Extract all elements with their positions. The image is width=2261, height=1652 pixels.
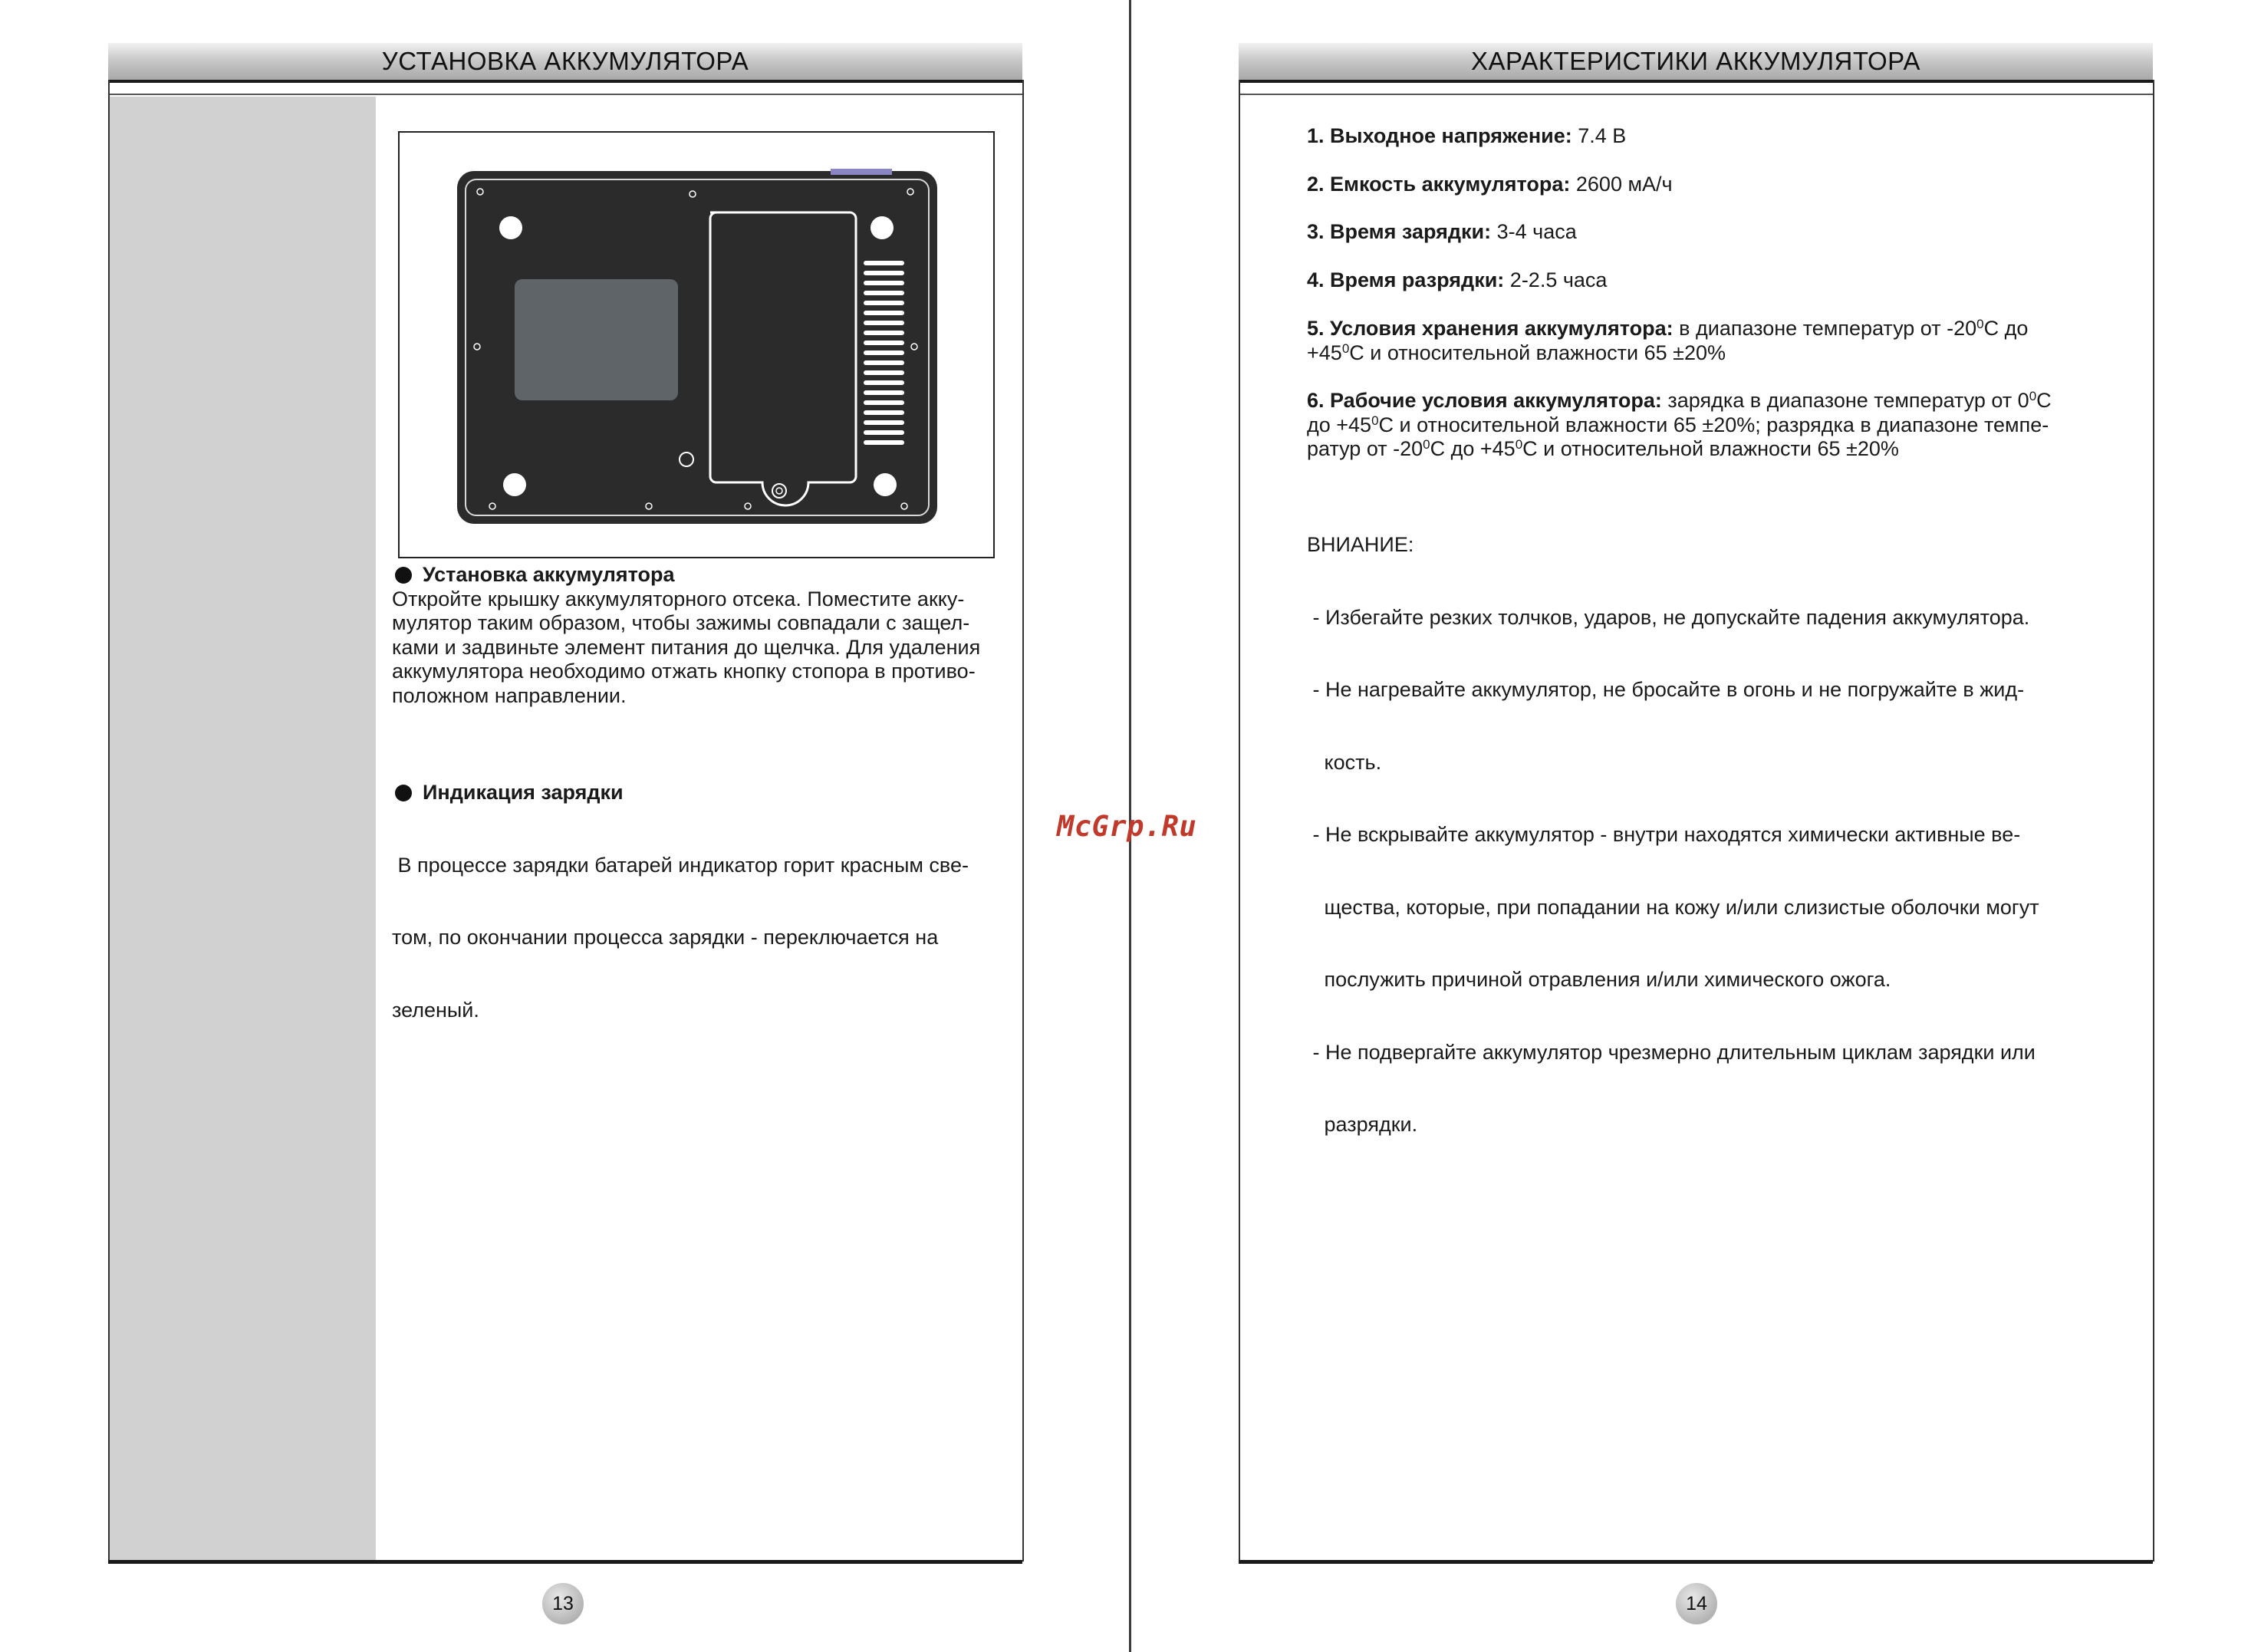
- footer-rule: [108, 1560, 1022, 1564]
- warning-line: послужить причиной отравления и/или химического ожога.: [1307, 968, 1891, 991]
- spec-capacity: 2. Емкость аккумулятора: 2600 мА/ч: [1307, 173, 1673, 196]
- spec-storage-conditions: 5. Условия хранения аккумулятора: в диапазоне температур от $-20^0C$ до $+45^0C$ и относительной влажности 65 ±20%: [1307, 317, 2029, 364]
- paragraph-line: том, по окончании процесса зарядки - переключается на: [392, 926, 939, 949]
- warning-title: ВНИАНИЕ:: [1307, 533, 1414, 556]
- paragraph-line: аккумулятора необходимо отжать кнопку стопора в противо-: [392, 660, 976, 683]
- spec-operating-conditions: 6. Рабочие условия аккумулятора: зарядка в диапазоне температур от $0^0C$ до $+45^0C$ и относительной влажности 65 ±20%; разрядка в диапазоне темпе- ратур от $-20^0C$ до $+45^0C$ и относительной влажности 65 ±20%: [1307, 389, 2052, 460]
- paragraph-line: В процессе зарядки батарей индикатор горит красным све-: [392, 853, 969, 877]
- page-number: 14: [1676, 1583, 1717, 1624]
- watermark: McGrp.Ru: [1057, 810, 1197, 843]
- left-page: [0, 0, 1130, 1652]
- bullet-icon: [395, 567, 412, 584]
- warning-line: - Не вскрывайте аккумулятор - внутри находятся химически активные ве-: [1307, 823, 2021, 846]
- section-battery-install: [392, 563, 1005, 708]
- spec-charge-time: 3. Время зарядки: 3-4 часа: [1307, 220, 1577, 243]
- page-number: 13: [542, 1583, 584, 1624]
- paragraph-line: положном направлении.: [392, 683, 627, 707]
- warning-line: - Не подвергайте аккумулятор чрезмерно длительным циклам зарядки или: [1307, 1040, 2036, 1064]
- device-back-icon: [400, 133, 993, 557]
- section-title: Установка аккумулятора: [392, 563, 1005, 587]
- paragraph-line: зеленый.: [392, 998, 479, 1022]
- paragraph-line: мулятор таким образом, чтобы зажимы совпадали с защел-: [392, 611, 970, 634]
- battery-illustration: [398, 131, 995, 558]
- paragraph-line: Откройте крышку аккумуляторного отсека. Поместите акку-: [392, 587, 965, 610]
- page-header-left: УСТАНОВКА АККУМУЛЯТОРА: [108, 43, 1022, 80]
- gray-sidebar: [110, 97, 376, 1560]
- warning-line: - Избегайте резких толчков, ударов, не допускайте падения аккумулятора.: [1307, 605, 2030, 629]
- warning-line: - Не нагревайте аккумулятор, не бросайте в огонь и не погружайте в жид-: [1307, 678, 2025, 701]
- warning-block: [1307, 485, 2089, 1161]
- footer-rule: [1239, 1560, 2153, 1564]
- spec-discharge-time: 4. Время разрядки: 2-2.5 часа: [1307, 268, 1608, 291]
- spec-voltage: 1. Выходное напряжение: 7.4 В: [1307, 124, 1627, 147]
- bullet-icon: [395, 785, 412, 801]
- section-charge-indicator: [392, 732, 1005, 1071]
- paragraph-line: ками и задвиньте элемент питания до щелчка. Для удаления: [392, 635, 981, 659]
- warning-line: разрядки.: [1307, 1113, 1418, 1136]
- warning-line: щества, которые, при попадании на кожу и/или слизистые оболочки могут: [1307, 895, 2039, 919]
- section-title: Индикация зарядки: [392, 781, 1005, 805]
- warning-line: кость.: [1307, 750, 1382, 774]
- page-header-right: ХАРАКТЕРИСТИКИ АККУМУЛЯТОРА: [1239, 43, 2153, 80]
